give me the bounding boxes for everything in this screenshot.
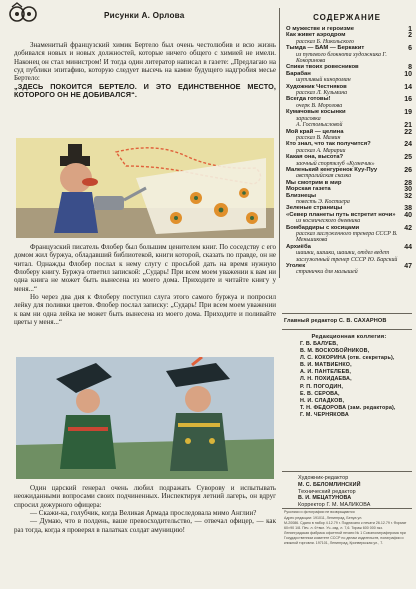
toc-entry-subtitle: рассказ Б. Никольского [296, 38, 354, 45]
anecdote-paragraph: Знаменитый французский химик Бертело был очень честолюбив и всю жизнь добивался новых и новых должностей, которые ничего общего с химией не имели. Наконец он стал министром! И тогда один литератор написал в газете: „Предлагаю на суд публики эпитафию, которую следует высечь на камне будущего надгробия месье Бертело: [14, 41, 276, 83]
toc-entry-subtitle: повесть Э. Костиера [296, 198, 350, 205]
toc-entry [286, 129, 412, 142]
toc-entry-page: 19 [404, 109, 412, 117]
board-member: Г. В. БАЛУЕВ, [300, 341, 338, 347]
dialogue-line: — Думаю, что в полдень, ваше превосходительство, — отвечал офицер, — как раз тогда, когда я проверял в палатках солдат амуницию! [14, 517, 276, 534]
toc-entry-title: Мы смотрим в мир [286, 179, 342, 186]
illustration-chemist-watering-flowers [16, 138, 274, 238]
toc-entry [286, 45, 412, 64]
toc-entry-title: Тымда — БАМ — Беркакит [286, 45, 365, 52]
toc-entry-subtitle: шашки, шашки, шашки, отдел ведет заслуженный тренер СССР Ю. Барский [296, 250, 398, 263]
divider [282, 471, 412, 472]
toc-entry-subtitle: рассказ Л. Кузьмина [296, 90, 348, 97]
board-member: Г. М. ЧЕРНЯКОВА [300, 411, 349, 418]
toc-entry-title: Бомбардиры с косицами [286, 224, 360, 231]
proofreader: Корректор Г. М. МАЛИКОВА [298, 502, 371, 509]
board-member: Р. П. ПОГОДИН, [300, 383, 344, 390]
toc-entry [286, 32, 412, 45]
berthelot-anecdote [14, 41, 276, 135]
toc-entry-title: Кто знал, что так получится? [286, 141, 371, 148]
toc-entry-page: 38 [404, 205, 412, 213]
board-member: В. М. ВОСКОБОЙНИКОВ, [300, 348, 370, 355]
toc-entry [286, 109, 412, 122]
contents-title: СОДЕРЖАНИЕ [313, 13, 381, 22]
toc-entry-subtitle: А. Гостомысловой [296, 122, 343, 129]
toc-entry [286, 225, 412, 244]
toc-entry-subtitle: австралийская сказка [296, 173, 352, 180]
magazine-logo-icon [8, 2, 38, 24]
imprint-line: Рукописи и фотографии не возвращаются [284, 510, 355, 514]
toc-entry-subtitle: рассказ А. Марарии [296, 147, 346, 154]
toc-entry-title: Кумачовые косынки [286, 109, 346, 116]
toc-entry-title: Зеленые страницы [286, 205, 343, 212]
board-member: Е. В. СЕРОВА, [300, 390, 340, 397]
toc-entry-subtitle: шутливый кинороман [296, 77, 351, 84]
toc-entry [286, 263, 412, 276]
toc-entry-page: 1 [408, 26, 412, 33]
divider [282, 329, 412, 330]
toc-entry [286, 141, 412, 154]
production-credits [298, 475, 412, 509]
board-member: Т. Н. ФЕДОРОВА (зам. редактора), [300, 404, 396, 411]
toc-entry-subtitle: из космического дневника [296, 218, 361, 225]
tech-editor-label: Технический редактор [298, 488, 356, 495]
toc-entry [286, 84, 412, 97]
toc-entry-page: 25 [404, 154, 412, 162]
toc-entry [286, 167, 412, 180]
toc-entry-title: Спики твоих ровесников [286, 64, 359, 71]
toc-entry-title: Морская газета [286, 186, 331, 193]
toc-entry [286, 154, 412, 167]
toc-entry-page: 10 [404, 70, 412, 78]
toc-entry-title: Мой край — целина [286, 128, 344, 135]
toc-entry-title: Архиёба [286, 243, 311, 250]
toc-entry-page: 42 [404, 224, 412, 232]
board-member: Н. И. СЛАДКОВ, [300, 397, 345, 404]
toc-entry [286, 212, 412, 225]
toc-entry-page: 40 [404, 211, 412, 219]
toc-entry-page: 44 [404, 243, 412, 251]
epitaph-text: „ЗДЕСЬ ПОКОИТСЯ БЕРТЕЛО. И ЭТО ЕДИНСТВЕННОЕ МЕСТО, КОТОРОГО ОН НЕ ДОБИВАЛСЯ“. [14, 81, 276, 100]
imprint-block [284, 510, 412, 546]
board-member: Л. Н. ПОХИДАЕВА, [300, 376, 352, 383]
toc-entry-title: Какая она, высота? [286, 154, 344, 161]
toc-entry-title: «Север планеты путь встретит ночи» [286, 211, 396, 218]
toc-entry [286, 71, 412, 84]
toc-entry-page: 32 [404, 192, 412, 200]
toc-entry-page: 21 [404, 122, 412, 130]
illustration-general-and-officer [16, 357, 274, 479]
toc-entry-title: Всегда готовы! [286, 96, 331, 103]
toc-entry-subtitle: рассказ В. Мамин [296, 134, 341, 141]
toc-entry-page: 24 [404, 141, 412, 149]
toc-entry-title: О мужестве и героизме [286, 26, 354, 32]
art-editor-label: Художник-редактор [298, 475, 349, 481]
toc-entry-subtitle: заочный спортклуб «Кузнечик» [296, 160, 375, 167]
toc-entry-title: Близнецы [286, 192, 317, 199]
toc-entry-subtitle: очерк В. Морозова [296, 102, 343, 109]
toc-entry [286, 96, 412, 109]
toc-entry-subtitle: рассказ заслуженного тренера СССР В. Меньшикова [296, 231, 398, 244]
toc-entry-title: Художник Честняков [286, 83, 347, 90]
toc-entry-page: 30 [404, 186, 412, 194]
divider [282, 508, 412, 509]
toc-entry-page: 16 [404, 96, 412, 104]
board-member: Л. С. КОКОРИНА (отв. секретарь), [300, 355, 395, 362]
toc-entry-subtitle: из путевого блокнота художника Г. Кокоринова [296, 51, 387, 65]
toc-entry-page: 47 [404, 263, 412, 271]
toc-entry-page: 6 [408, 45, 412, 53]
anecdote-paragraph: Французский писатель Флобер был большим ценителем книг. По соседству с его домом жил буржуа, обладавший библиотекой, книги которой, сказать по правде, он не читал. Однажды Флобер послал к нему слугу с просьбой дать на время нужную Флоберу книгу. Буржуа ответил запиской: „Сударь! При всем моем уважении к вам ни одна книга не может быть вынесена из моего дома. Приходите и читайте книгу у меня...“ [14, 243, 276, 293]
toc-entry-page: 22 [404, 128, 412, 136]
toc-entry-page: 28 [404, 179, 412, 187]
editorial-board-title: Редакционная коллегия: [311, 334, 387, 340]
general-anecdote [14, 484, 276, 586]
anecdote-paragraph: Один царский генерал очень любил подражать Суворову и испытывать неожиданными вопросами своих подчиненных. Инспектируя летний лагерь, он вдруг спросил дежурного офицера: [14, 484, 276, 509]
flaubert-anecdote [14, 243, 276, 351]
art-editor-name: М. С. БЕЛОМЛИНСКИЙ [298, 481, 361, 488]
toc-entry-page: 8 [408, 64, 412, 72]
toc-entry-page: 14 [404, 83, 412, 91]
anecdote-paragraph: Но через два дня к Флоберу поступил слуга этого самого буржуа и попросил лейку для поливки цветов. Флобер послал записку: „Сударь! При всем моем уважении к вам ни одна лейка не может быть вынесена из моего дома. Приходите и поливайте цветы у меня...“ [14, 293, 276, 327]
toc-entry-title: Маленький кенгуренок Куу-Пуу [286, 166, 378, 173]
toc-entry-subtitle: странички для малышей [296, 269, 358, 276]
toc-entry-subtitle: зарисовка [296, 115, 321, 122]
contents-list [286, 26, 412, 311]
toc-entry-page: 2 [408, 32, 412, 40]
toc-entry [286, 244, 412, 263]
toc-entry-title: Как живет аэродром [286, 32, 346, 39]
illustrations-credit: Рисунки А. Орлова [104, 11, 185, 20]
toc-entry-title: Уголек [286, 263, 306, 270]
board-member: А. И. ПАНТЕЛЕЕВ, [300, 369, 352, 376]
imprint-line: Ленинградская фабрика офсетной печати № 1 Союзполиграфпрома при Государственном комитете СССР по делам издательств, полиграфии и книжной торговли. 197101, Ленинград, Кронверкская ул., 7. [284, 531, 406, 545]
chief-editor: Главный редактор С. В. САХАРНОВ [284, 318, 387, 324]
editorial-board-list [300, 341, 412, 419]
board-member: В. И. МАТВИЕНКО, [300, 362, 352, 369]
toc-entry-title: Барабан [286, 70, 311, 77]
imprint-line: Адрес редакции: 191011, Ленинград, Бенуа ул. [284, 515, 363, 520]
column-divider [279, 8, 280, 278]
divider [282, 313, 412, 314]
toc-entry-page: 26 [404, 166, 412, 174]
imprint-line: М-20086. Сдано в набор 4.12.79 г. Подписано к печати 26.12.79 г. Формат 60×90 1/8. Печ. л. 6+вкл. Уч.-изд. л. 7,6. Тираж 600 000 экз. [284, 521, 407, 530]
dialogue-line: — Скажи-ка, голубчик, когда Великая Армада проследовала мимо Англии? [30, 509, 257, 518]
tech-editor-name: В. И. МЕЦАТУНОВА [298, 495, 352, 502]
toc-entry [286, 193, 412, 206]
